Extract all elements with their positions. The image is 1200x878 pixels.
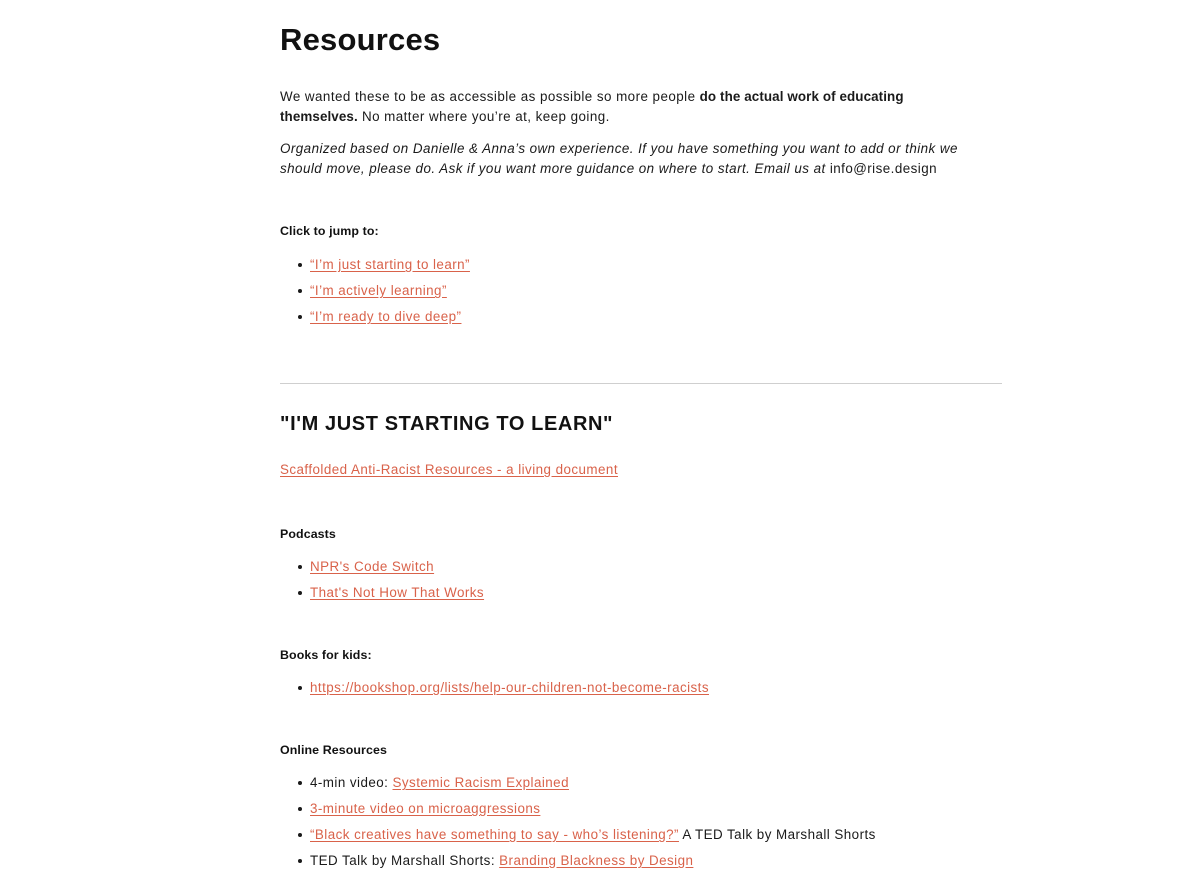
list-item [280,282,1000,308]
list-item [280,774,1000,800]
intro-text-bold: do the actual work of educating themselves. [280,89,904,124]
systemic-racism-link[interactable]: Systemic Racism Explained [392,775,569,790]
list-item [280,256,1000,282]
living-document-link[interactable]: Scaffolded Anti-Racist Resources - a living document [280,462,618,477]
page-title: Resources [280,22,441,57]
item-suffix: A TED Talk by Marshall Shorts [678,827,876,842]
list-item [280,584,1000,610]
bookshop-link[interactable]: https://bookshop.org/lists/help-our-children-not-become-racists [310,680,709,695]
jump-link-actively[interactable]: “I’m actively learning” [310,283,447,298]
list-item [280,679,1000,705]
books-list [280,679,1000,705]
contact-email: info@rise.design [829,161,937,176]
list-item [280,826,1000,852]
list-item [280,558,1000,584]
branding-blackness-link[interactable]: Branding Blackness by Design [499,853,694,868]
list-item [280,308,1000,334]
jump-list [280,256,1000,334]
podcast-link-code-switch[interactable]: NPR's Code Switch [310,559,435,574]
intro-text-after: No matter where you’re at, keep going. [357,109,610,124]
intro-text-before: We wanted these to be as accessible as possible so more people [280,89,700,104]
online-resources-list [280,774,1000,878]
section-divider [280,383,1002,384]
list-item [280,852,1000,878]
jump-link-deep[interactable]: “I’m ready to dive deep” [310,309,462,324]
podcasts-list [280,558,1000,610]
section-heading: "I'M JUST STARTING TO LEARN" [280,413,614,435]
black-creatives-talk-link[interactable]: “Black creatives have something to say - who’s listening?” [310,827,679,842]
books-label: Books for kids: [280,648,372,662]
list-item [280,800,1000,826]
jump-link-starting[interactable]: “I’m just starting to learn” [310,257,470,272]
jump-label: Click to jump to: [280,224,379,238]
note-text: Organized based on Danielle & Anna’s own experience. If you have something you want to add or think we should move, please do. Ask if you want more guidance on where to start. Email us at [280,141,958,176]
online-resources-label: Online Resources [280,743,387,757]
intro-paragraph [280,87,980,127]
podcasts-label: Podcasts [280,527,336,541]
microaggressions-video-link[interactable]: 3-minute video on microaggressions [310,801,541,816]
item-prefix: 4-min video: [310,775,393,790]
item-prefix: TED Talk by Marshall Shorts: [310,853,500,868]
podcast-link-not-how-that-works[interactable]: That's Not How That Works [310,585,485,600]
note-paragraph [280,139,980,179]
